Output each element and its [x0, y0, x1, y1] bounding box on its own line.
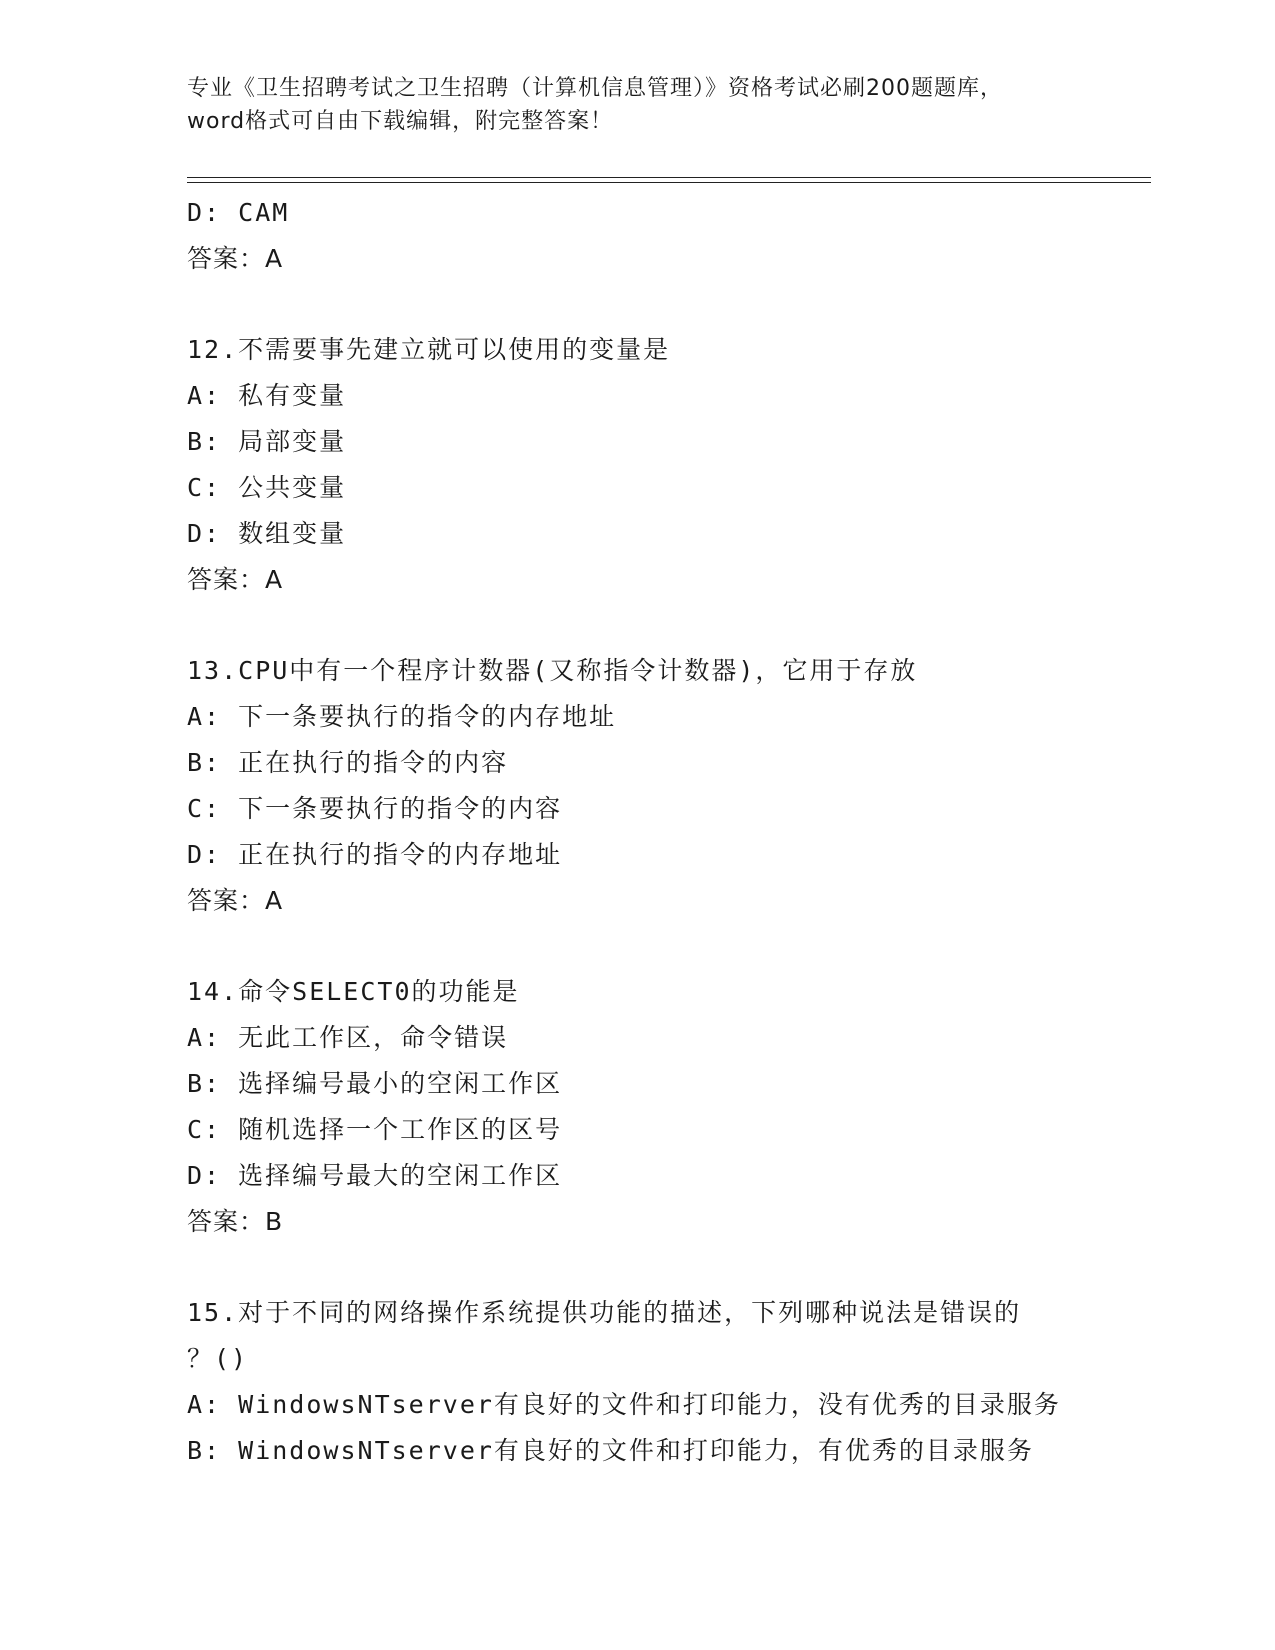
option-a: A: WindowsNTserver有良好的文件和打印能力，没有优秀的目录服务 [187, 1390, 1061, 1419]
question-stem-continued: ？() [187, 1344, 249, 1373]
question-stem: 12.不需要事先建立就可以使用的变量是 [187, 335, 671, 364]
option-b: B: 选择编号最小的空闲工作区 [187, 1069, 563, 1098]
option-b: B: WindowsNTserver有良好的文件和打印能力，有优秀的目录服务 [187, 1436, 1034, 1465]
answer-line: 答案：A [187, 244, 284, 273]
option-c: C: 公共变量 [187, 473, 347, 502]
question-block-14 [187, 969, 1127, 1245]
option-d: D: 数组变量 [187, 519, 347, 548]
header-divider [187, 177, 1151, 183]
option-d: D: 正在执行的指令的内存地址 [187, 840, 563, 869]
block-spacer [187, 924, 1127, 969]
question-block-15 [187, 1290, 1127, 1474]
option-b: B: 局部变量 [187, 427, 347, 456]
option-c: C: 下一条要执行的指令的内容 [187, 794, 563, 823]
option-a: A: 无此工作区，命令错误 [187, 1023, 509, 1052]
question-block-12 [187, 327, 1127, 603]
answer-line: 答案：A [187, 565, 284, 594]
option-b: B: 正在执行的指令的内容 [187, 748, 509, 777]
document-header [187, 72, 1087, 138]
block-spacer [187, 1245, 1127, 1290]
option-a: A: 下一条要执行的指令的内存地址 [187, 702, 617, 731]
question-block-11-tail [187, 190, 1127, 282]
answer-line: 答案：A [187, 886, 284, 915]
option-d: D: 选择编号最大的空闲工作区 [187, 1161, 563, 1190]
block-spacer [187, 282, 1127, 327]
option-d: D: CAM [187, 198, 290, 227]
question-list [187, 190, 1127, 1474]
option-a: A: 私有变量 [187, 381, 347, 410]
question-block-13 [187, 648, 1127, 924]
option-c: C: 随机选择一个工作区的区号 [187, 1115, 563, 1144]
question-stem: 15.对于不同的网络操作系统提供功能的描述，下列哪种说法是错误的 [187, 1298, 1022, 1327]
question-stem: 14.命令SELECT0的功能是 [187, 977, 520, 1006]
question-stem: 13.CPU中有一个程序计数器(又称指令计数器)，它用于存放 [187, 656, 918, 685]
answer-line: 答案：B [187, 1207, 284, 1236]
header-line-2: word格式可自由下载编辑，附完整答案！ [187, 109, 614, 134]
block-spacer [187, 603, 1127, 648]
header-line-1: 专业《卫生招聘考试之卫生招聘（计算机信息管理）》资格考试必刷200题题库， [187, 76, 1003, 101]
